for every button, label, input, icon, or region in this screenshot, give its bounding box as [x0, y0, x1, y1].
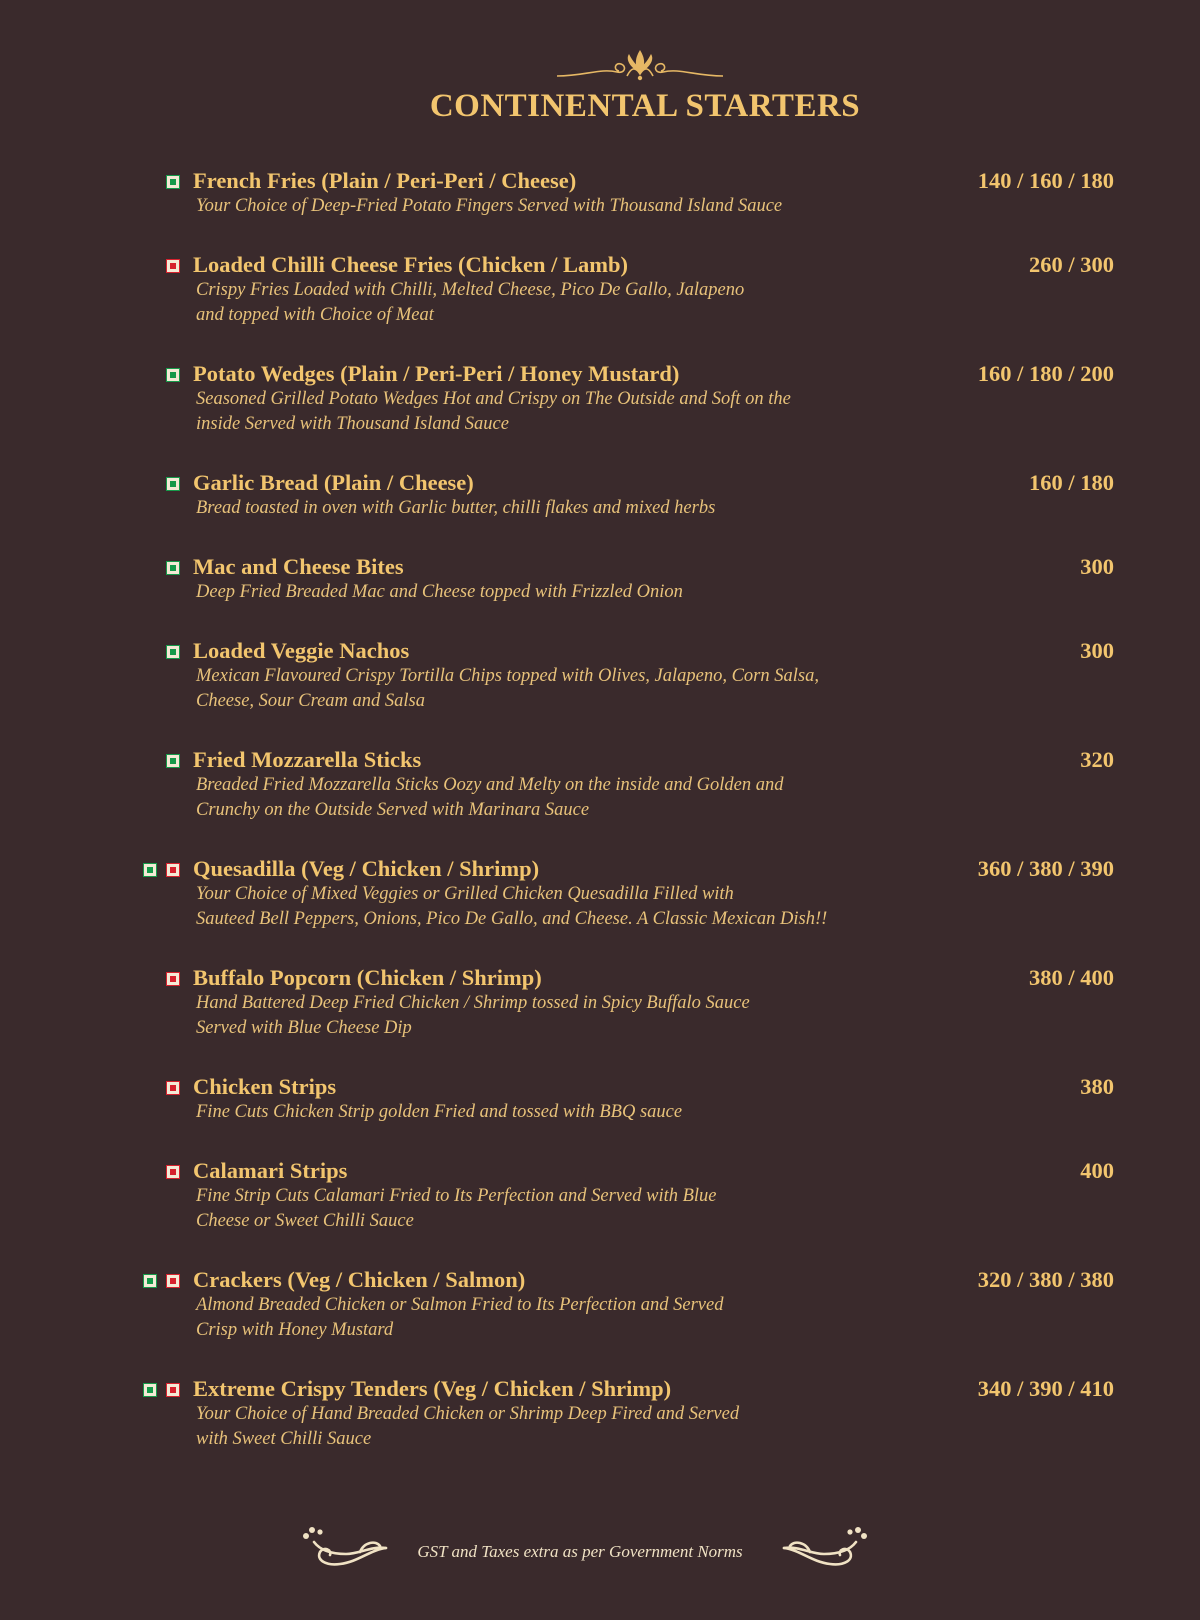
description-line: Hand Battered Deep Fried Chicken / Shrimp tossed in Spicy Buffalo Sauce — [196, 993, 750, 1013]
item-price: 260 / 300 — [1028, 252, 1114, 277]
item-description — [196, 882, 936, 932]
item-description — [196, 1184, 936, 1234]
non-veg-icon — [166, 1383, 180, 1397]
item-name: Quesadilla (Veg / Chicken / Shrimp) — [193, 856, 540, 881]
item-price: 380 — [1080, 1074, 1114, 1099]
item-description — [196, 664, 936, 714]
item-description — [196, 278, 936, 328]
item-name: French Fries (Plain / Peri-Peri / Cheese) — [193, 168, 577, 193]
description-line: Mexican Flavoured Crispy Tortilla Chips topped with Olives, Jalapeno, Corn Salsa, — [196, 666, 819, 686]
item-name: Loaded Chilli Cheese Fries (Chicken / Lamb) — [193, 252, 629, 277]
veg-icon — [166, 368, 180, 382]
description-line: Seasoned Grilled Potato Wedges Hot and Crispy on The Outside and Soft on the — [196, 389, 791, 409]
page-title: CONTINENTAL STARTERS — [429, 88, 861, 124]
item-name: Chicken Strips — [193, 1074, 337, 1099]
non-veg-icon — [166, 972, 180, 986]
description-line: Your Choice of Deep-Fried Potato Fingers Served with Thousand Island Sauce — [196, 196, 783, 216]
non-veg-icon — [166, 1165, 180, 1179]
item-price: 160 / 180 / 200 — [977, 361, 1114, 386]
description-line: Crunchy on the Outside Served with Marinara Sauce — [196, 800, 590, 820]
item-description — [196, 1402, 936, 1452]
description-line: Sauteed Bell Peppers, Onions, Pico De Gallo, and Cheese. A Classic Mexican Dish!! — [196, 909, 828, 929]
non-veg-icon — [166, 1274, 180, 1288]
item-name: Extreme Crispy Tenders (Veg / Chicken / Shrimp) — [193, 1376, 672, 1401]
description-line: Served with Blue Cheese Dip — [196, 1018, 412, 1038]
veg-icon — [143, 863, 157, 877]
description-line: and topped with Choice of Meat — [196, 305, 434, 325]
item-description — [196, 387, 936, 437]
item-price: 300 — [1080, 638, 1114, 663]
item-price: 400 — [1080, 1158, 1114, 1183]
description-line: Crispy Fries Loaded with Chilli, Melted Cheese, Pico De Gallo, Jalapeno — [196, 280, 745, 300]
description-line: with Sweet Chilli Sauce — [196, 1429, 372, 1449]
veg-icon — [143, 1274, 157, 1288]
item-name: Loaded Veggie Nachos — [193, 638, 410, 663]
item-price: 320 / 380 / 380 — [977, 1267, 1114, 1292]
footer — [0, 1522, 1200, 1574]
description-line: Deep Fried Breaded Mac and Cheese topped with Frizzled Onion — [196, 582, 683, 602]
veg-icon — [166, 175, 180, 189]
description-line: inside Served with Thousand Island Sauce — [196, 414, 509, 434]
non-veg-icon — [166, 259, 180, 273]
item-name: Potato Wedges (Plain / Peri-Peri / Honey Mustard) — [193, 361, 680, 386]
non-veg-icon — [166, 863, 180, 877]
item-price: 300 — [1080, 554, 1114, 579]
item-description — [196, 1293, 936, 1343]
description-line: Breaded Fried Mozzarella Sticks Oozy and Melty on the inside and Golden and — [196, 775, 784, 795]
veg-icon — [166, 561, 180, 575]
item-price: 340 / 390 / 410 — [977, 1376, 1114, 1401]
item-price: 320 — [1080, 747, 1114, 772]
description-line: Cheese or Sweet Chilli Sauce — [196, 1211, 414, 1231]
item-description — [196, 496, 936, 521]
veg-icon — [166, 754, 180, 768]
item-name: Mac and Cheese Bites — [193, 554, 404, 579]
item-price: 360 / 380 / 390 — [977, 856, 1114, 881]
item-description — [196, 580, 936, 605]
item-price: 160 / 180 — [1028, 470, 1114, 495]
item-price: 140 / 160 / 180 — [977, 168, 1114, 193]
description-line: Bread toasted in oven with Garlic butter, chilli flakes and mixed herbs — [196, 498, 716, 518]
item-name: Buffalo Popcorn (Chicken / Shrimp) — [193, 965, 542, 990]
description-line: Cheese, Sour Cream and Salsa — [196, 691, 426, 711]
item-description — [196, 991, 936, 1041]
description-line: Fine Cuts Chicken Strip golden Fried and tossed with BBQ sauce — [196, 1102, 683, 1122]
item-description — [196, 194, 936, 219]
description-line: Crisp with Honey Mustard — [196, 1320, 394, 1340]
tax-note: GST and Taxes extra as per Government Norms — [417, 1542, 743, 1561]
non-veg-icon — [166, 1081, 180, 1095]
description-line: Your Choice of Mixed Veggies or Grilled Chicken Quesadilla Filled with — [196, 884, 734, 904]
item-name: Garlic Bread (Plain / Cheese) — [193, 470, 474, 495]
item-description — [196, 1100, 936, 1125]
item-name: Fried Mozzarella Sticks — [193, 747, 422, 772]
veg-icon — [166, 645, 180, 659]
item-name: Crackers (Veg / Chicken / Salmon) — [193, 1267, 526, 1292]
description-line: Your Choice of Hand Breaded Chicken or Shrimp Deep Fired and Served — [196, 1404, 740, 1424]
swirl-ornament-right-icon — [780, 1524, 870, 1572]
veg-icon — [166, 477, 180, 491]
description-line: Fine Strip Cuts Calamari Fried to Its Perfection and Served with Blue — [196, 1186, 717, 1206]
item-name: Calamari Strips — [193, 1158, 348, 1183]
item-price: 380 / 400 — [1028, 965, 1114, 990]
veg-icon — [143, 1383, 157, 1397]
fleur-ornament-icon — [555, 46, 725, 88]
item-description — [196, 773, 936, 823]
description-line: Almond Breaded Chicken or Salmon Fried to Its Perfection and Served — [196, 1295, 724, 1315]
